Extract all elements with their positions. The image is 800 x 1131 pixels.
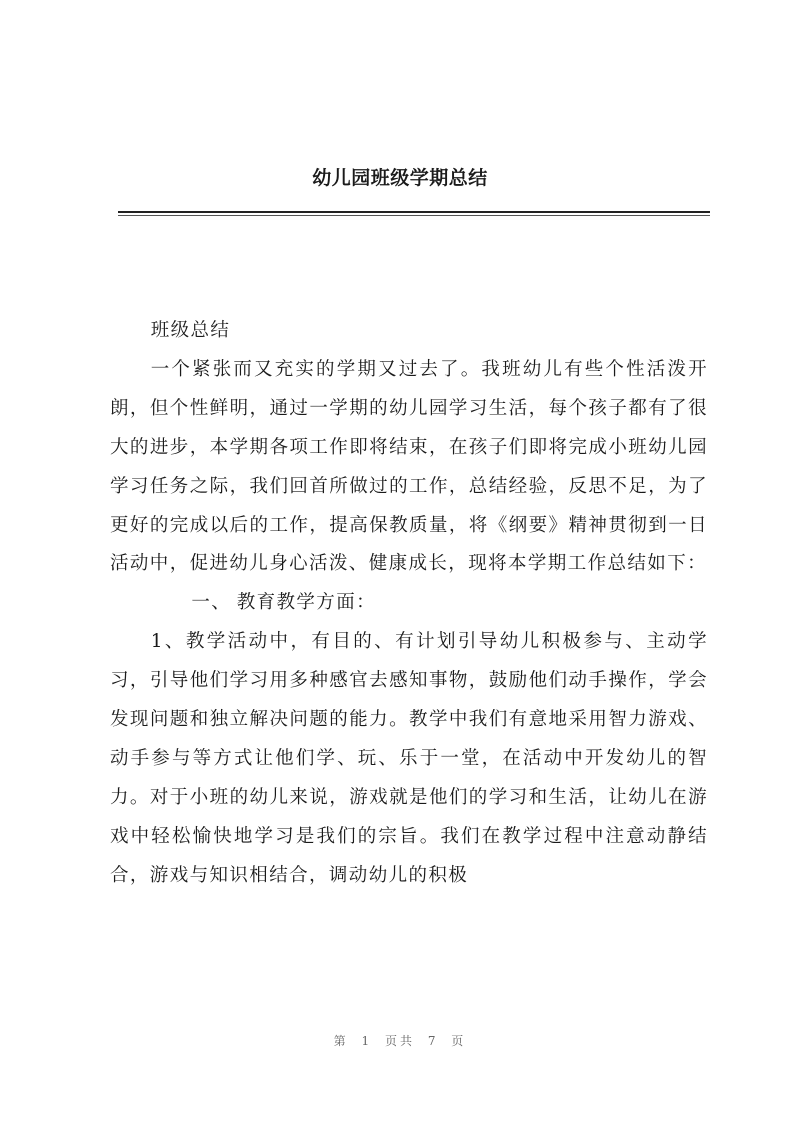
item-1-paragraph: 1、教学活动中，有目的、有计划引导幼儿积极参与、主动学习，引导他们学习用多种感官去感知事物，鼓励他们动手操作，学会发现问题和独立解决问题的能力。教学中我们有意地采用智力游戏、动手参与等方式让他们学、玩、乐于一堂，在活动中开发幼儿的智力。对于小班的幼儿来说，游戏就是他们的学习和生活，让幼儿在游戏中轻松愉快地学习是我们的宗旨。我们在教学过程中注意动静结合，游戏与知识相结合，调动幼儿的积极 bbox=[110, 631, 708, 886]
footer-prefix: 第 bbox=[333, 1034, 349, 1048]
title-divider-thin bbox=[118, 215, 710, 216]
footer-page-number: 1 bbox=[361, 1034, 373, 1048]
footer-middle: 页共 bbox=[384, 1034, 415, 1048]
section-heading bbox=[110, 584, 708, 623]
section-title: 教育教学方面： bbox=[236, 592, 376, 614]
subheading: 班级总结 bbox=[150, 320, 231, 341]
footer-total-pages: 7 bbox=[427, 1034, 439, 1048]
section-number: 一、 bbox=[191, 592, 232, 614]
document-title: 幼儿园班级学期总结 bbox=[312, 167, 488, 189]
intro-paragraph: 一个紧张而又充实的学期又过去了。我班幼儿有些个性活泼开朗，但个性鲜明，通过一学期的幼儿园学习生活，每个孩子都有了很大的进步，本学期各项工作即将结束，在孩子们即将完成小班幼儿园学习任务之际，我们回首所做过的工作，总结经验，反思不足，为了更好的完成以后的工作，提高保教质量，将《纲要》精神贯彻到一日活动中，促进幼儿身心活泼、健康成长，现将本学期工作总结如下： bbox=[110, 358, 708, 575]
title-divider bbox=[118, 211, 710, 213]
page-footer bbox=[0, 1032, 800, 1049]
footer-suffix: 页 bbox=[451, 1034, 467, 1048]
document-body bbox=[110, 312, 708, 896]
